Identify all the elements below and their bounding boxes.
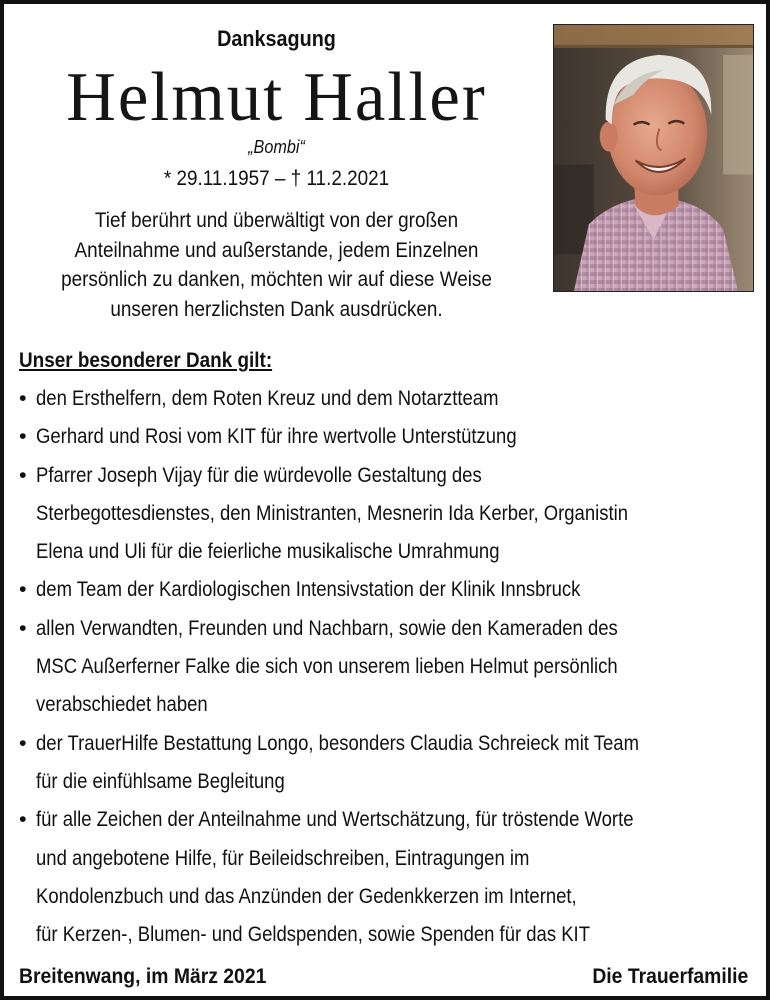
bullet: • [19, 616, 27, 640]
bullet: • [19, 807, 27, 831]
life-dates: * 29.11.1957 – † 11.2.2021 [163, 167, 390, 190]
bullet: • [19, 731, 27, 755]
list-item-line: verabschiedet haben [36, 692, 208, 716]
list-item-line: den Ersthelfern, dem Roten Kreuz und dem Notarztteam [36, 386, 499, 410]
list-item-line: für die einfühlsame Begleitung [36, 769, 285, 793]
list-item-line: und angebotene Hilfe, für Beileidschreiben, Eintragungen im [36, 846, 530, 870]
list-item-line: Sterbegottesdienstes, den Ministranten, Mesnerin Ida Kerber, Organistin [36, 501, 629, 525]
list-item-line: Pfarrer Joseph Vijay für die würdevolle Gestaltung des [36, 463, 482, 487]
list-item-line: für Kerzen-, Blumen- und Geldspenden, sowie Spenden für das KIT [36, 922, 590, 946]
nickname: „Bombi“ [248, 137, 305, 157]
place-date: Breitenwang, im März 2021 [19, 964, 267, 988]
bullet: • [19, 424, 27, 448]
bullet: • [19, 463, 27, 487]
list-item-line: Kondolenzbuch und das Anzünden der Gedenkkerzen im Internet, [36, 884, 577, 908]
bullet: • [19, 577, 27, 601]
deceased-name: Helmut Haller [66, 59, 487, 136]
list-item-line: Gerhard und Rosi vom KIT für ihre wertvolle Unterstützung [36, 424, 517, 448]
list-item-line: dem Team der Kardiologischen Intensivstation der Klinik Innsbruck [36, 577, 581, 601]
bullet: • [19, 386, 27, 410]
intro-line: persönlich zu danken, möchten wir auf diese Weise [61, 267, 492, 291]
list-item-line: der TrauerHilfe Bestattung Longo, besonders Claudia Schreieck mit Team [36, 731, 639, 755]
notice-heading: Danksagung [217, 26, 336, 51]
signature: Die Trauerfamilie [592, 964, 748, 988]
thanks-title: Unser besonderer Dank gilt: [19, 349, 273, 372]
intro-line: unseren herzlichsten Dank ausdrücken. [110, 296, 443, 321]
portrait-photo [553, 24, 754, 292]
list-item-line: für alle Zeichen der Anteilnahme und Wertschätzung, für tröstende Worte [36, 807, 634, 831]
intro-text [4, 206, 549, 324]
list-item-line: MSC Außerferner Falke die sich von unserem lieben Helmut persönlich [36, 654, 618, 678]
list-item-line: allen Verwandten, Freunden und Nachbarn, sowie den Kameraden des [36, 616, 618, 640]
intro-line: Anteilnahme und außerstande, jedem Einzelnen [74, 237, 479, 262]
list-item-line: Elena und Uli für die feierliche musikalische Umrahmung [36, 539, 500, 563]
intro-line: Tief berührt und überwältigt von der großen [94, 208, 459, 232]
